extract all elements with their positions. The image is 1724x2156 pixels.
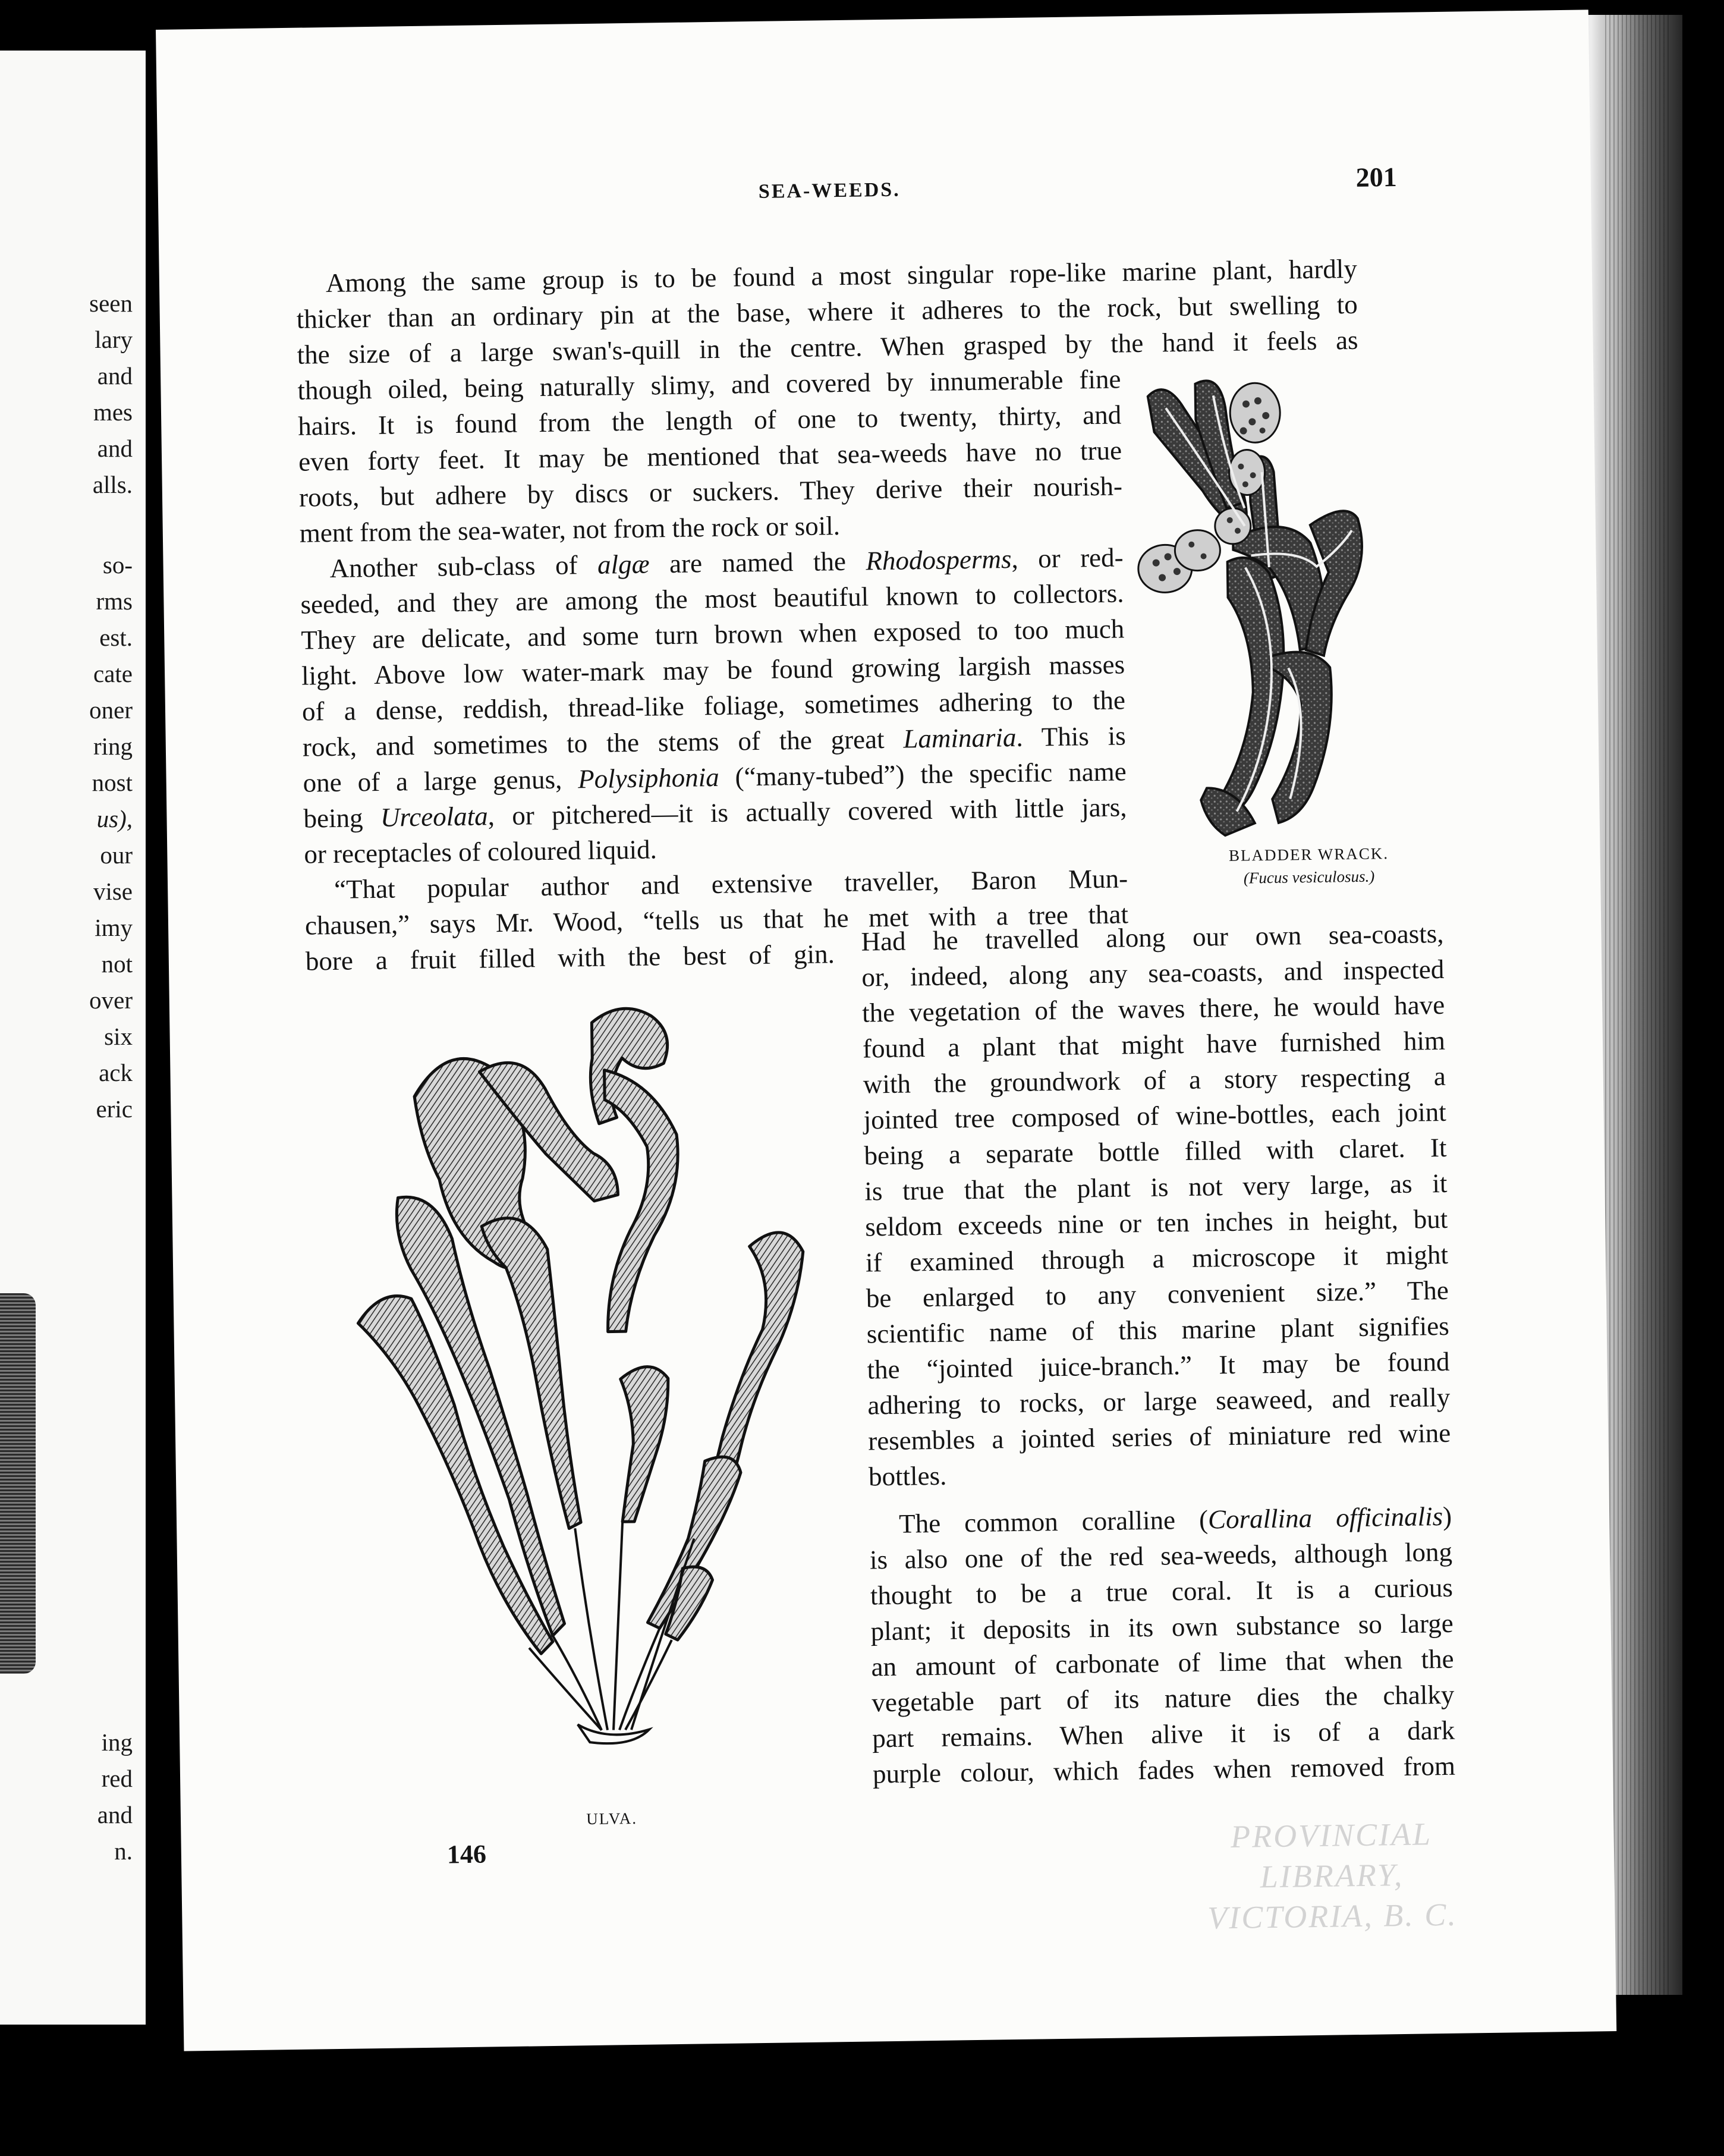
text-line: if examined through a microscope it might: [865, 1239, 1449, 1278]
text-line: adhering to rocks, or large seaweed, and really: [867, 1382, 1451, 1420]
text-line: being Urceolata, or pitchered—it is actually covered with little jars,: [303, 792, 1127, 834]
text-line: Among the same group is to be found a most singular rope-like marine plant, hardly: [325, 253, 1358, 298]
text-line: thought to be a true coral. It is a curious: [870, 1572, 1454, 1611]
plate-number: 146: [446, 1839, 487, 1869]
paragraph-wine-bottle-plant: [861, 916, 1451, 1495]
text-line: part remains. When alive it is of a dark: [872, 1715, 1455, 1753]
left-page-engraving: [0, 1293, 36, 1674]
ulva-caption: ULVA.: [586, 1809, 638, 1828]
left-page-fragment: [0, 51, 146, 2025]
text-line: rock, and sometimes to the stems of the great Laminaria. This is: [302, 721, 1127, 762]
text-line: is also one of the red sea-weeds, although long: [869, 1536, 1453, 1575]
text-line: vegetable part of its nature dies the chalky: [872, 1679, 1455, 1718]
text-line: resembles a jointed series of miniature red wine: [867, 1418, 1451, 1456]
text-line: of a dense, reddish, thread-like foliage, sometimes adhering to the: [301, 685, 1126, 727]
left-page-text: so- rms est. cate oner ring nost us), our vise imy not over six ack eric: [89, 551, 133, 1123]
page-number: 201: [1355, 161, 1398, 193]
text-line: the size of a large swan's-quill in the centre. When grasped by the hand it feels as: [297, 325, 1358, 370]
paragraph-coralline: [869, 1498, 1456, 1792]
text-line: found a plant that might have furnished him: [862, 1025, 1446, 1064]
text-line: is true that the plant is not very large, as it: [864, 1168, 1448, 1206]
paragraph-munchausen-cont: [305, 936, 835, 979]
text-line: Had he travelled along our own sea-coasts,: [861, 918, 1444, 957]
text-line: Another sub-class of algæ are named the Rhodosperms, or red-: [329, 542, 1124, 583]
text-line: plant; it deposits in its own substance so large: [870, 1608, 1454, 1646]
text-line: roots, but adhere by discs or suckers. They derive their nourish-: [298, 471, 1123, 513]
text-line: one of a large genus, Polysiphonia (“many-tubed”) the specific name: [303, 756, 1127, 798]
paragraph-rhodosperms: [300, 539, 1127, 872]
paragraph-rope-weed: [296, 251, 1358, 373]
text-line: jointed tree composed of wine-bottles, each joint: [863, 1096, 1446, 1135]
text-line: be enlarged to any convenient size.” The: [866, 1275, 1449, 1313]
text-line: seeded, and they are among the most beautiful known to collectors.: [300, 578, 1124, 620]
text-line: ment from the sea-water, not from the rock or soil.: [299, 511, 841, 548]
text-line: the “jointed juice-branch.” It may be found: [867, 1346, 1450, 1385]
text-line: light. Above low water-mark may be found growing largish masses: [301, 649, 1125, 691]
text-line: or receptacles of coloured liquid.: [304, 834, 657, 869]
text-line: or, indeed, along any sea-coasts, and inspected: [861, 954, 1445, 992]
library-stamp: PROVINCIAL LIBRARY, VICTORIA, B. C.: [1207, 1816, 1458, 1936]
text-line: seldom exceeds nine or ten inches in height, but: [864, 1203, 1448, 1242]
text-line: with the groundwork of a story respecting a: [863, 1061, 1446, 1099]
bladder-wrack-illustration: [1130, 368, 1469, 848]
text-line: hairs. It is found from the length of one to twenty, thirty, and: [297, 400, 1122, 441]
text-line: bottles.: [868, 1460, 947, 1492]
book-page: [156, 10, 1616, 2051]
text-line: the vegetation of the waves there, he would have: [861, 989, 1445, 1028]
text-line: scientific name of this marine plant signifies: [866, 1310, 1449, 1349]
text-line: bore a fruit filled with the best of gin.: [305, 939, 835, 976]
text-line: an amount of carbonate of lime that when the: [871, 1643, 1454, 1682]
text-line: thicker than an ordinary pin at the base, where it adheres to the rock, but swelling to: [296, 289, 1358, 334]
paragraph-rope-weed-cont: [297, 361, 1123, 551]
ulva-illustration: [342, 995, 858, 1805]
text-line: though oiled, being naturally slimy, and covered by innumerable fine: [297, 364, 1121, 406]
text-line: The common coralline (Corallina officinalis): [898, 1501, 1452, 1539]
text-line: “That popular author and extensive traveller, Baron Mun-: [334, 863, 1128, 904]
running-head: SEA-WEEDS.: [758, 178, 901, 203]
bladder-wrack-caption: BLADDER WRACK. (Fucus vesiculosus.): [1228, 844, 1389, 887]
text-line: purple colour, which fades when removed from: [872, 1750, 1456, 1789]
text-line: chausen,” says Mr. Wood, “tells us that he met with a tree that: [304, 899, 1129, 941]
left-page-text: ing red and n.: [97, 1728, 133, 1865]
text-line: being a separate bottle filled with claret. It: [864, 1132, 1447, 1171]
text-line: even forty feet. It may be mentioned that sea-weeds have no true: [298, 435, 1122, 477]
left-page-text: seen lary and mes and alls.: [89, 290, 133, 498]
page-stack-lines: [1605, 15, 1670, 1995]
text-line: They are delicate, and some turn brown when exposed to too much: [301, 614, 1125, 655]
